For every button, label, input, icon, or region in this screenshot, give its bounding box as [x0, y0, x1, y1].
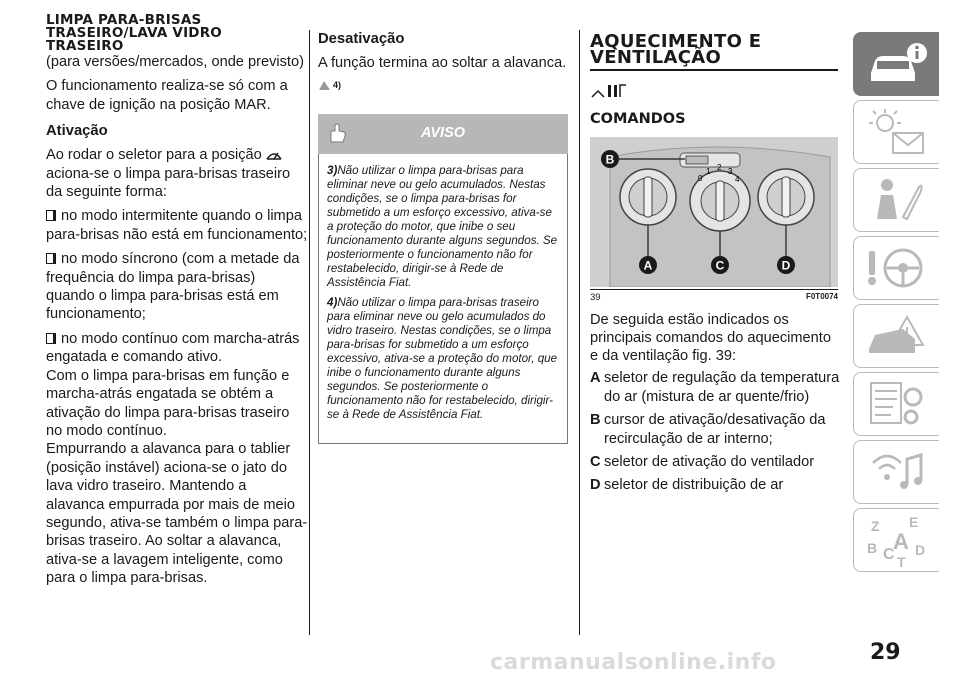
commands-heading: COMANDOS	[590, 110, 686, 127]
multimedia-icon	[863, 445, 931, 499]
figure-code: F0T0074	[805, 291, 838, 301]
maintenance-icon	[863, 377, 931, 431]
emergency-icon	[863, 309, 931, 363]
warning-lights-icon	[863, 105, 931, 159]
label-b: B	[605, 152, 615, 166]
tab-starting-driving[interactable]	[853, 236, 939, 300]
bullet-icon	[46, 333, 56, 344]
controls-illustration	[590, 137, 838, 287]
index-letter: E	[908, 514, 918, 530]
figure-caption	[590, 289, 838, 303]
intro-paragraph: O funcionamento realiza-se só com a chave de ignição na posição MAR.	[46, 78, 288, 113]
bullet-icon	[46, 210, 56, 221]
figure-39-controls	[590, 137, 838, 287]
fan-digit: 3	[728, 166, 733, 176]
index-letter: B	[866, 540, 877, 556]
list-item: no modo intermitente quando o limpa para-brisas não está em funcionamento;	[46, 208, 308, 243]
heading-rule	[590, 69, 838, 71]
fan-digit: 0	[698, 173, 703, 183]
column-right	[590, 31, 840, 499]
index-letter: D	[914, 542, 925, 558]
column-middle	[318, 30, 568, 444]
section-heading-heating: AQUECIMENTO E VENTILAÇÃO	[590, 31, 762, 68]
reverse-paragraph: Com o limpa para-brisas em função e marcha-atrás engatada se obtém a ativação do limpa para-brisas traseiro no modo contínuo.	[46, 367, 290, 439]
warning-item: 3)Não utilizar o limpa para-brisas para eliminar neve ou gelo acumulados. Nestas condições, se o limpa para-brisas for submetido a um esforço excessivo, ativa-se a proteção do motor, que inibe o seu funcionamento durante alguns segundos. Se posteriormente o funcionamento não for restabelecido, dirigir-se à Rede de Assistência Fiat.	[327, 164, 558, 290]
tab-warning-lights[interactable]	[853, 100, 939, 164]
commands-intro: De seguida estão indicados os principais comandos do aquecimento e da ventilação fig. 39:	[590, 311, 831, 365]
list-item: B cursor de ativação/desativação da recirculação de ar interno;	[590, 411, 826, 447]
index-letter: T	[896, 554, 906, 567]
version-icons	[590, 81, 840, 105]
subtitle: (para versões/mercados, onde previsto)	[46, 54, 304, 70]
bullet-icon	[46, 253, 56, 264]
column-left	[46, 14, 308, 588]
steering-icon	[863, 241, 931, 295]
rear-wiper-icon	[266, 149, 282, 161]
warning-box-body	[318, 154, 568, 444]
tab-car-info[interactable]	[853, 32, 939, 96]
label-d: D	[781, 258, 791, 272]
tab-safety[interactable]	[853, 168, 939, 232]
tab-multimedia[interactable]	[853, 440, 939, 504]
tab-maintenance[interactable]	[853, 372, 939, 436]
figure-number: 39	[590, 291, 601, 303]
fan-digit: 1	[706, 166, 711, 176]
warning-box-header	[318, 114, 568, 154]
activation-paragraph: Ao rodar o seletor para a posição aciona-se o limpa para-brisas traseiro da seguinte forma:	[46, 147, 291, 201]
column-divider	[579, 30, 580, 635]
list-item: D seletor de distribuição de ar	[590, 476, 784, 493]
index-letter: Z	[870, 518, 880, 534]
warning-title: AVISO	[420, 125, 466, 142]
warning-hand-icon	[318, 80, 331, 91]
list-item: no modo contínuo com marcha-atrás engatada e comando ativo.	[46, 330, 300, 366]
label-c: C	[715, 258, 725, 272]
index-letter: C	[882, 546, 895, 563]
tab-emergency[interactable]	[853, 304, 939, 368]
index-icon	[863, 513, 931, 567]
car-info-icon	[863, 37, 931, 91]
safety-icon	[863, 173, 931, 227]
label-a: A	[643, 258, 653, 272]
page-number: 29	[870, 640, 901, 665]
deactivation-title: Desativação	[318, 31, 405, 47]
list-item: no modo síncrono (com a metade da frequência do limpa para-brisas) quando o limpa para-brisas está em funcionamento;	[46, 251, 300, 323]
list-item: A seletor de regulação da temperatura do ar (mistura de ar quente/frio)	[590, 369, 840, 405]
push-paragraph: Empurrando a alavanca para o tablier (posição instável) aciona-se o jato do lava vidro traseiro. Mantendo a alavanca empurrada por mais de meio segundo, ativa-se também o limpa para-brisas traseiro. Ao soltar a alavanca, ativa-se a lavagem inteligente, como para o limpa para-brisas.	[46, 441, 308, 587]
index-letter: A	[892, 529, 909, 554]
list-item: C seletor de ativação do ventilador	[590, 453, 815, 470]
deactivation-paragraph: A função termina ao soltar a alavanca.	[318, 55, 567, 71]
tab-index[interactable]	[853, 508, 939, 572]
warning-ref: 4)	[318, 80, 568, 98]
fan-digit: 2	[717, 162, 722, 172]
commands-list	[590, 369, 840, 495]
chapter-tabs	[853, 32, 939, 576]
column-divider	[309, 30, 310, 635]
warning-item: 4)Não utilizar o limpa para-brisas traseiro para eliminar neve ou gelo acumulados do vidro traseiro. Nestas condições, se o limpa para-brisas for submetido a um esforço excessivo, ativa-se a proteção do motor, que inibe o funcionamento durante alguns segundos. Se posteriormente o funcionamento não for restabelecido, dirigir-se à Rede de Assistência Fiat.	[327, 296, 558, 422]
activation-title: Ativação	[46, 123, 108, 140]
hand-fan-icon	[590, 81, 630, 101]
section-heading-rear-wiper: LIMPA PARA-BRISAS TRASEIRO/LAVA VIDRO TRASEIRO	[46, 12, 222, 54]
watermark: carmanualsonline.info	[490, 650, 777, 675]
fan-digit: 4	[735, 174, 740, 184]
